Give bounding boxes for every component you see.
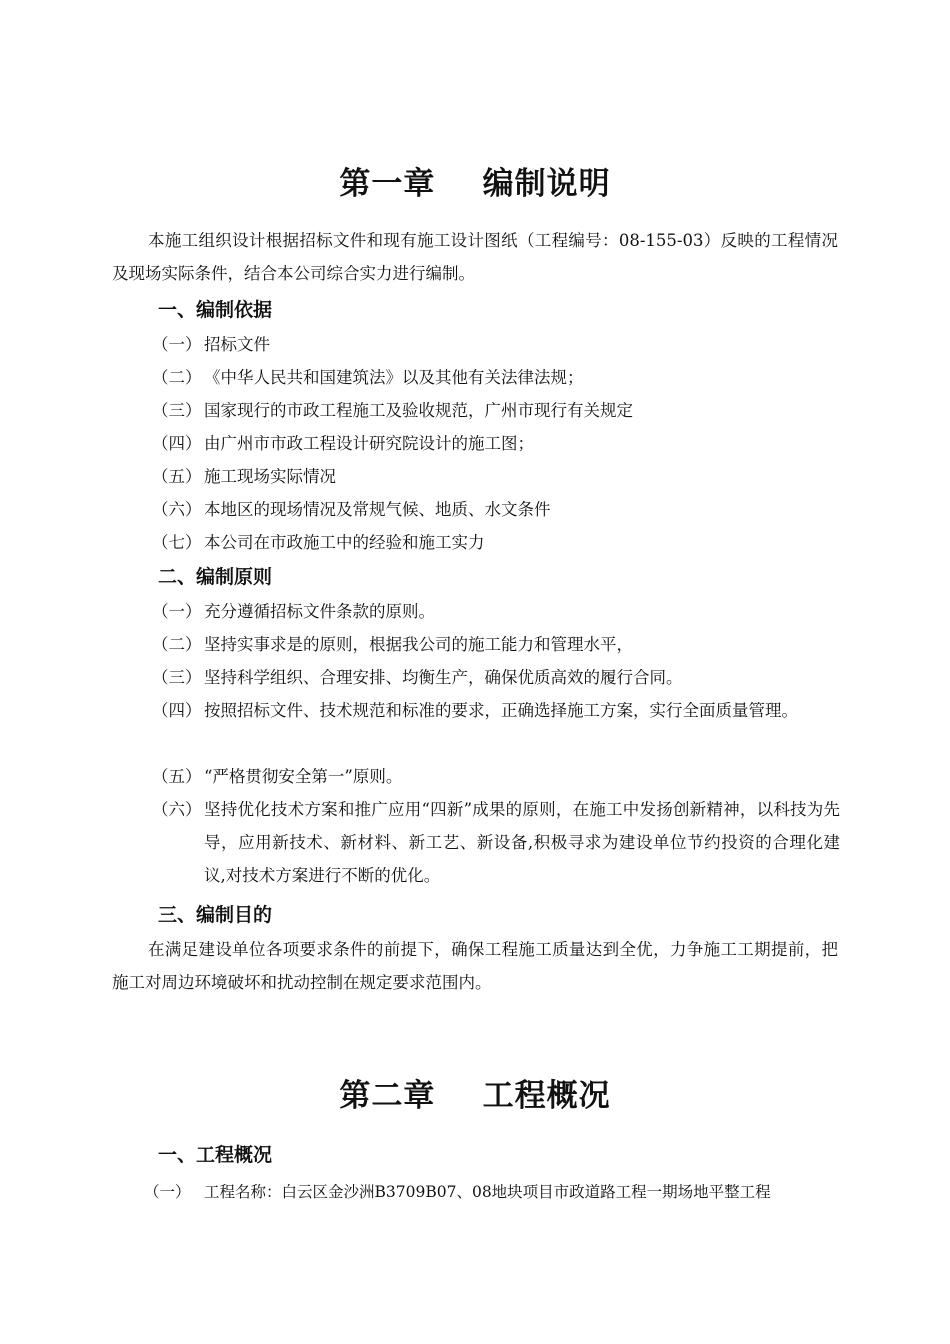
list-item-number: （一）	[152, 335, 202, 354]
list-item	[152, 460, 840, 493]
section-heading-principles: 二、编制原则	[158, 566, 273, 588]
list-item-text: 坚持实事求是的原则，根据我公司的施工能力和管理水平，	[204, 635, 633, 654]
list-item-number: （六）	[152, 800, 202, 819]
list-item-number: （二）	[152, 368, 202, 387]
list-item-text: 坚持科学组织、合理安排、均衡生产，确保优质高效的履行合同。	[204, 668, 683, 687]
list-item	[152, 328, 840, 361]
list-item-number: （六）	[152, 500, 202, 519]
section-heading-overview: 一、工程概况	[158, 1144, 273, 1166]
list-item-text: 本公司在市政施工中的经验和施工实力	[204, 533, 485, 552]
section-heading-basis: 一、编制依据	[158, 299, 273, 321]
list-item	[152, 628, 840, 661]
section-heading-purpose: 三、编制目的	[158, 904, 273, 926]
list-item-number: （七）	[152, 533, 202, 552]
list-item	[152, 361, 840, 394]
list-item-number: （三）	[152, 401, 202, 420]
list-item-number: （三）	[152, 668, 202, 687]
chapter2-title: 第二章 工程概况	[339, 1078, 611, 1114]
list-item-text: 本地区的现场情况及常规气候、地质、水文条件	[204, 500, 551, 519]
list-item-number: （四）	[152, 701, 202, 720]
list-item	[152, 493, 840, 526]
list-item-number: （一）	[152, 602, 202, 621]
chapter1-intro-paragraph: 本施工组织设计根据招标文件和现有施工设计图纸（工程编号：08-155-03）反映的工程情况及现场实际条件，结合本公司综合实力进行编制。	[112, 231, 838, 283]
purpose-paragraph: 在满足建设单位各项要求条件的前提下，确保工程施工质量达到全优，力争施工工期提前，把施工对周边环境破坏和扰动控制在规定要求范围内。	[112, 940, 838, 992]
list-item-text: 招标文件	[204, 335, 270, 354]
list-item-number: （二）	[152, 635, 202, 654]
list-item-text: 《中华人民共和国建筑法》以及其他有关法律法规；	[204, 368, 584, 387]
list-item	[152, 793, 840, 892]
list-item	[152, 526, 840, 559]
list-item	[152, 760, 840, 793]
list-item	[152, 394, 840, 427]
list-item	[152, 694, 840, 727]
list-item	[152, 427, 840, 460]
chapter1-title: 第一章 编制说明	[339, 166, 611, 202]
list-item	[152, 661, 840, 694]
list-item-text: 充分遵循招标文件条款的原则。	[204, 602, 435, 621]
list-item-text: 国家现行的市政工程施工及验收规范，广州市现行有关规定	[204, 401, 633, 420]
list-item-text: 由广州市市政工程设计研究院设计的施工图；	[204, 434, 534, 453]
list-item-number: （一）	[144, 1183, 191, 1201]
list-item-text: 工程名称：白云区金沙洲B3709B07、08地块项目市政道路工程一期场地平整工程	[204, 1183, 771, 1201]
list-item	[152, 595, 840, 628]
list-item-text: “严格贯彻安全第一”原则。	[204, 767, 403, 786]
list-item-number: （五）	[152, 767, 202, 786]
list-item	[144, 1176, 832, 1209]
list-item-number: （五）	[152, 467, 202, 486]
list-item-number: （四）	[152, 434, 202, 453]
list-item-text: 施工现场实际情况	[204, 467, 336, 486]
list-item-text: 按照招标文件、技术规范和标准的要求，正确选择施工方案，实行全面质量管理。	[204, 701, 798, 720]
list-item-text: 坚持优化技术方案和推广应用“四新”成果的原则，在施工中发扬创新精神，以科技为先导，应用新技术、新材料、新工艺、新设备,积极寻求为建设单位节约投资的合理化建议,对技术方案进行不断的优化。	[204, 800, 840, 885]
